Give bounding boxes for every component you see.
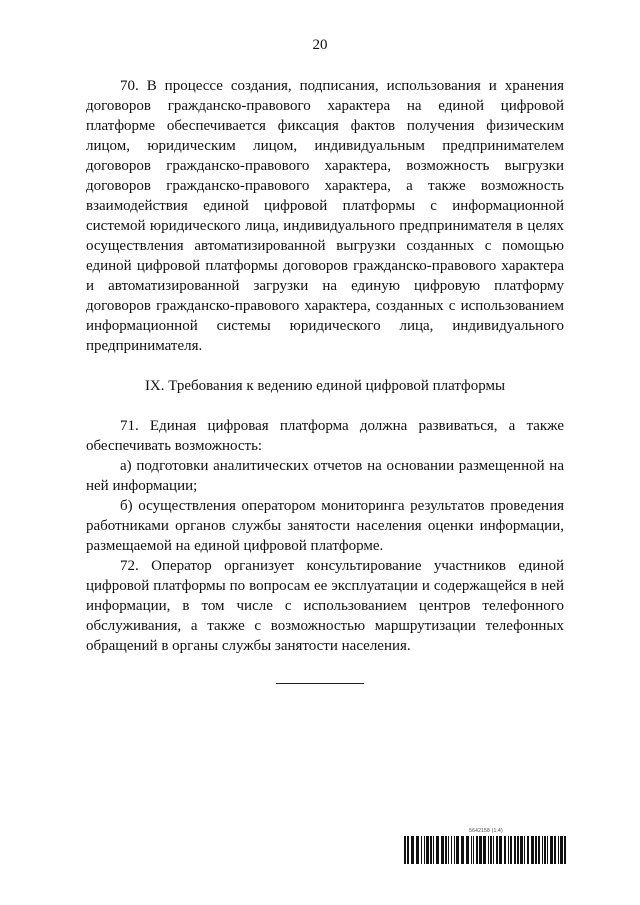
- paragraph-71-a: а) подготовки аналитических отчетов на основании размещенной на ней информации;: [86, 458, 564, 494]
- section-heading: IX. Требования к ведению единой цифровой платформы: [144, 378, 506, 394]
- document-body: [86, 76, 564, 656]
- end-divider: [276, 683, 364, 684]
- paragraph-70: 70. В процессе создания, подписания, использования и хранения договоров гражданско-правового характера на единой цифровой платформе обеспечивается фиксация фактов получения физическим лицом, юридическим лицом, индивидуальным предпринимателем договоров гражданско-правового характера, возможность выгрузки договоров гражданско-правового характера, а также возможность взаимодействия единой цифровой платформы с информационной системой юридического лица, индивидуального предпринимателя в целях осуществления автоматизированной выгрузки созданных с помощью единой цифровой платформы договоров гражданско-правового характера и автоматизированной загрузки на единую цифровую платформу договоров гражданско-правового характера, созданных с использованием информационной системы юридического лица, индивидуального предпринимателя.: [86, 78, 564, 354]
- paragraph-71: 71. Единая цифровая платформа должна развиваться, а также обеспечивать возможность:: [86, 418, 564, 454]
- paragraph-71-b: б) осуществления оператором мониторинга результатов проведения работниками органов службы занятости населения оценки информации, размещаемой на единой цифровой платформе.: [86, 498, 564, 554]
- page-number: 20: [312, 37, 328, 53]
- barcode-block: [404, 828, 568, 864]
- barcode-icon: [404, 836, 568, 864]
- paragraph-72: 72. Оператор организует консультирование участников единой цифровой платформы по вопросам ее эксплуатации и содержащейся в ней информации, в том числе с использованием центров телефонного обслуживания, а также с возможностью маршрутизации телефонных обращений в органы службы занятости населения.: [86, 558, 564, 654]
- barcode-number: 5642158 (1.4): [469, 828, 503, 834]
